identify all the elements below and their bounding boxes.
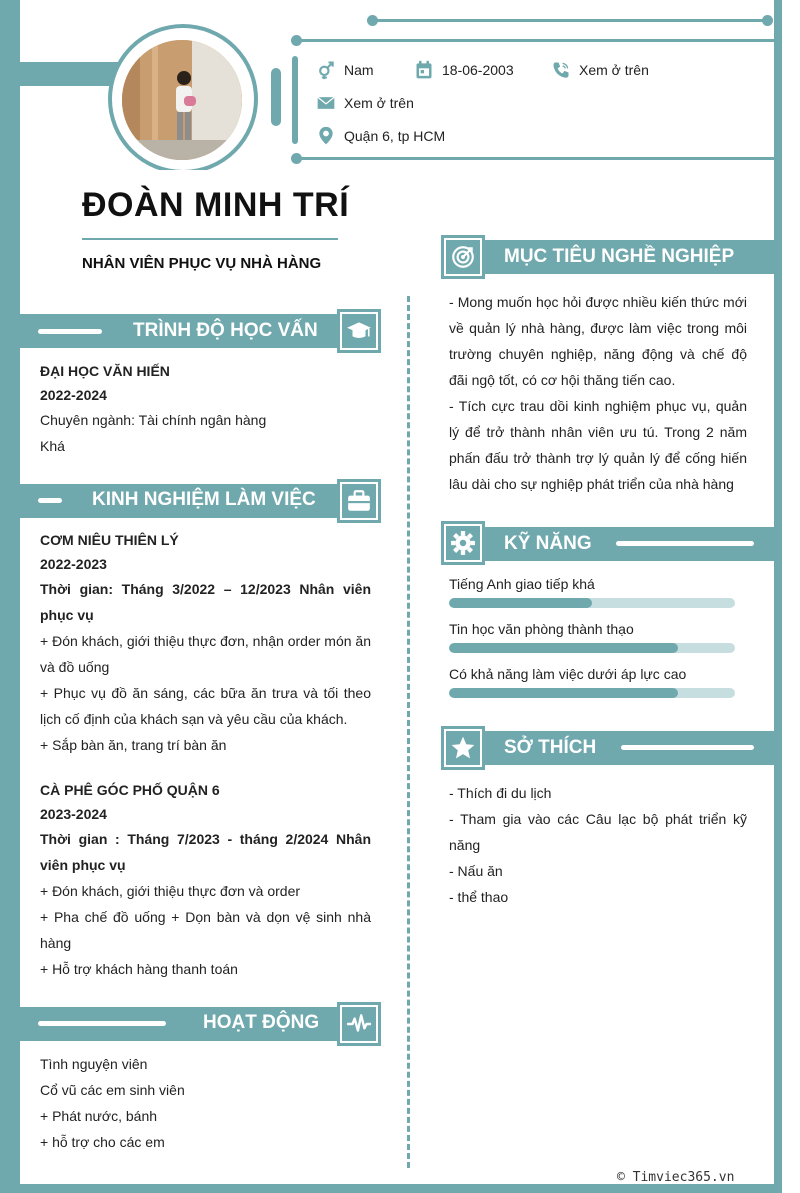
hobbies-title: SỞ THÍCH [504, 737, 597, 758]
info-line-top [296, 39, 774, 42]
objective-title: MỤC TIÊU NGHỀ NGHIỆP [504, 246, 735, 267]
education-major: Chuyên ngành: Tài chính ngân hàng [40, 412, 267, 428]
skill-label: Có khả năng làm việc dưới áp lực cao [449, 666, 687, 682]
email-value: Xem ở trên [344, 95, 414, 111]
header-dot [367, 15, 378, 26]
skill-bar-track [449, 643, 735, 653]
header-accent-line [621, 745, 754, 750]
skill-bar-fill [449, 643, 678, 653]
address-field [316, 125, 445, 147]
activities-title: HOẠT ĐỘNG [203, 1012, 320, 1033]
header-accent-line [38, 329, 102, 334]
job-1-task: + Phục vụ đồ ăn sáng, các bữa ăn trưa và tối theo lịch cố định của khách sạn và yêu cầu của khách. [40, 685, 371, 727]
job-2-task: + Hỗ trợ khách hàng thanh toán [40, 961, 238, 977]
phone-value: Xem ở trên [579, 62, 649, 78]
info-left-bar [292, 56, 298, 144]
info-dot [291, 153, 302, 164]
experience-icon-box [337, 479, 381, 523]
hobby-item: - thể thao [449, 889, 509, 905]
job-2-period: Thời gian : Tháng 7/2023 - tháng 2/2024 Nhân viên phục vụ [40, 831, 371, 873]
phone-icon [551, 60, 571, 80]
experience-title: KINH NGHIỆM LÀM VIỆC [92, 489, 316, 510]
info-line-bottom [296, 157, 774, 160]
pulse-icon [346, 1011, 372, 1037]
avatar [122, 40, 242, 160]
hobby-item: - Thích đi du lịch [449, 785, 552, 801]
email-field [316, 92, 414, 114]
objective-icon-box [441, 235, 485, 279]
education-years: 2022-2024 [40, 387, 107, 403]
activity-item: Cổ vũ các em sinh viên [40, 1082, 185, 1098]
gender-value: Nam [344, 62, 374, 78]
activity-item: + Phát nước, bánh [40, 1108, 158, 1124]
skills-icon-box [441, 521, 485, 565]
hobbies-icon-box [441, 726, 485, 770]
skill-label: Tin học văn phòng thành thạo [449, 621, 634, 637]
hobby-item: - Tham gia vào các Câu lạc bộ phát triển kỹ năng [449, 811, 747, 853]
objective-paragraph: - Tích cực trau dồi kinh nghiệm phục vụ, quản lý để trở thành nhân viên ưu tú. Trong 2 năm phấn đấu trở thành trợ lý quản lý để cống hiến lâu dài cho sự nghiệp phát triển của nhà hàng [449, 398, 747, 492]
header-line-top [372, 19, 767, 22]
job-2-company: CÀ PHÊ GÓC PHỐ QUẬN 6 [40, 782, 220, 798]
graduation-cap-icon [346, 318, 372, 344]
education-school: ĐẠI HỌC VĂN HIẾN [40, 363, 170, 379]
calendar-icon [414, 60, 434, 80]
address-value: Quận 6, tp HCM [344, 128, 446, 144]
header-accent-line [38, 1021, 166, 1026]
objective-paragraph: - Mong muốn học hỏi được nhiều kiến thức mới về quản lý nhà hàng, được làm việc trong môi trường chuyên nghiệp, năng động và chế độ đãi ngộ tốt, có cơ hội thăng tiến cao. [449, 294, 747, 388]
job-1-task: + Đón khách, giới thiệu thực đơn, nhận order món ăn và đồ uống [40, 633, 371, 675]
skill-bar-fill [449, 598, 592, 608]
activity-item: Tình nguyện viên [40, 1056, 148, 1072]
right-frame-bar [774, 0, 782, 1193]
candidate-name: ĐOÀN MINH TRÍ [82, 186, 350, 224]
gender-field [316, 59, 374, 81]
skill-bar-fill [449, 688, 678, 698]
gear-icon [450, 530, 476, 556]
location-pin-icon [316, 126, 336, 146]
education-grade: Khá [40, 438, 65, 454]
job-1-years: 2022-2023 [40, 556, 107, 572]
job-1-task: + Sắp bàn ăn, trang trí bàn ăn [40, 737, 227, 753]
header-accent-line [616, 541, 754, 546]
gender-icon [316, 60, 336, 80]
briefcase-icon [346, 488, 372, 514]
birthday-field [414, 59, 514, 81]
birthday-value: 18-06-2003 [442, 62, 514, 78]
envelope-icon [316, 93, 336, 113]
column-divider [407, 296, 410, 1168]
header-pill-decoration [271, 68, 281, 126]
bottom-frame-bar [0, 1184, 782, 1193]
job-2-task: + Pha chế đồ uống + Dọn bàn và dọn vệ sinh nhà hàng [40, 909, 371, 951]
header-dot [762, 15, 773, 26]
star-icon [450, 735, 476, 761]
skills-title: KỸ NĂNG [504, 533, 592, 554]
skill-bar-track [449, 688, 735, 698]
photo-ring-gap [108, 170, 258, 180]
job-1-company: CƠM NIÊU THIÊN LÝ [40, 532, 179, 548]
job-title: NHÂN VIÊN PHỤC VỤ NHÀ HÀNG [82, 255, 322, 272]
education-icon-box [337, 309, 381, 353]
activities-icon-box [337, 1002, 381, 1046]
phone-field [551, 59, 649, 81]
name-underline [82, 238, 338, 240]
education-title: TRÌNH ĐỘ HỌC VẤN [133, 320, 318, 341]
job-1-period: Thời gian: Tháng 3/2022 – 12/2023 Nhân viên phục vụ [40, 581, 371, 623]
target-icon [450, 244, 476, 270]
footer-copyright: © Timviec365.vn [617, 1170, 735, 1185]
header-accent-line [38, 498, 62, 503]
job-2-years: 2023-2024 [40, 806, 107, 822]
job-2-task: + Đón khách, giới thiệu thực đơn và order [40, 883, 301, 899]
hobby-item: - Nấu ăn [449, 863, 503, 879]
activity-item: + hỗ trợ cho các em [40, 1134, 165, 1150]
left-frame-bar [0, 0, 20, 1193]
skill-bar-track [449, 598, 735, 608]
info-dot [291, 35, 302, 46]
skill-label: Tiếng Anh giao tiếp khá [449, 576, 595, 592]
